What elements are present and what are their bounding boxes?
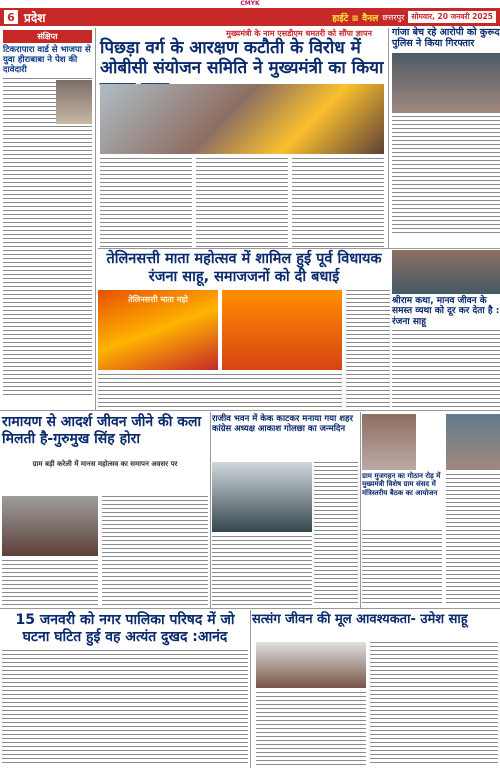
- side-story-top-body: [392, 116, 500, 236]
- side-story-mid-headline: श्रीराम कथा, मानव जीवन के समस्त व्यथा को दूर कर देता है : रंजना साहू: [392, 296, 500, 327]
- divider-rule: [210, 412, 211, 608]
- mid-story-photo-2: [222, 290, 342, 370]
- bottom-left-body: [2, 650, 248, 766]
- masthead: [0, 8, 500, 26]
- page-number: 6: [4, 10, 18, 24]
- brand-mark: CMYK: [240, 0, 260, 7]
- section-name: प्रदेश: [24, 10, 46, 25]
- side-story-top: [388, 28, 500, 248]
- lower-right-body-1: [446, 474, 500, 606]
- lower-left-subhead: ग्राम बड़ी करेली में मानस महोत्सव का समापन अवसर पर: [32, 460, 178, 468]
- bottom-right-photo: [256, 642, 366, 688]
- top-story-photo: [100, 84, 384, 154]
- left-column: [0, 28, 96, 410]
- top-story: [98, 28, 500, 248]
- top-story-body-2: [196, 158, 288, 248]
- lower-left-headline: रामायण से आदर्श जीवन जीने की कला मिलती है-गुरुमुख सिंह होरा: [2, 414, 202, 447]
- top-story-body-3: [292, 158, 384, 248]
- lower-mid-headline: राजीव भवन में केक काटकर मनाया गया शहर कांग्रेस अध्यक्ष आकाश गोलछा का जन्मदिन: [212, 414, 354, 435]
- lower-left-photo: [2, 496, 98, 556]
- mid-story-body-side: [346, 290, 390, 408]
- lower-right-photo: [362, 414, 416, 470]
- lower-right-headline: ग्राम मुजगहन का गोठान रोड़ में मुख्यमंत्री विशेष ग्राम संसद में मंत्रिस्तरीय बैठक का आयोजन: [362, 472, 441, 497]
- brief-headline: टिकरापारा वार्ड से भाजपा से युवा हीराबाबा ने पेश की दावेदारी: [3, 45, 91, 75]
- city-name: छत्तरपुर: [382, 12, 405, 22]
- mid-story-body: [98, 374, 342, 408]
- side-story-mid-photo: [392, 250, 500, 294]
- divider-rule: [0, 410, 500, 411]
- lower-mid-body-2: [212, 536, 312, 606]
- lower-right-body-2: [362, 530, 442, 606]
- brief-body-text: [3, 78, 92, 398]
- bottom-right-body-1: [370, 642, 498, 766]
- divider-rule: [250, 610, 251, 768]
- brief-photo: [56, 80, 92, 124]
- top-story-body-1: [100, 158, 192, 248]
- lower-left-body-1: [102, 496, 208, 606]
- lower-mid-photo: [212, 462, 312, 532]
- paper-name: हाईटे ≡ वैनल: [332, 13, 379, 24]
- mid-story-headline: तेलिनसत्ती माता महोत्सव में शामिल हुई पूर्व विधायक रंजना साहू, समाजजनों को दी बधाई: [106, 251, 382, 286]
- bottom-right-body-2: [256, 692, 366, 766]
- issue-date: सोमवार, 20 जनवरी 2025: [408, 11, 496, 23]
- masthead-right: [332, 11, 500, 24]
- lower-left-body-2: [2, 560, 98, 606]
- divider-rule: [360, 412, 361, 608]
- lower-mid-body-1: [314, 462, 358, 606]
- divider-rule: [98, 248, 500, 249]
- top-story-kicker: मुख्यमंत्री के नाम एसडीएम धमतरी को सौंपा ज्ञापन: [226, 29, 372, 38]
- side-story-top-photo: [392, 53, 500, 113]
- lower-right-photo-2: [446, 414, 500, 470]
- side-story-mid-body: [392, 330, 500, 408]
- bottom-right-headline: सत्संग जीवन की मूल आवश्यकता- उमेश साहू: [252, 612, 468, 627]
- mid-story-banner: तेलिनसत्ती माता महो: [128, 295, 188, 304]
- brief-tag: संक्षिप्त: [3, 30, 92, 43]
- top-story-headline: पिछड़ा वर्ग के आरक्षण कटौती के विरोध में ओबीसी संयोजन समिति ने मुख्यमंत्री का किया: [100, 38, 384, 79]
- side-story-top-headline: गांजा बेच रहे आरोपी को कुरूद पुलिस ने किया गिरफ्तार: [392, 27, 500, 49]
- bottom-left-headline: 15 जनवरी को नगर पालिका परिषद में जो घटना घटित हुई वह अत्यंत दुखद :आनंद: [15, 612, 235, 645]
- divider-rule: [0, 608, 500, 609]
